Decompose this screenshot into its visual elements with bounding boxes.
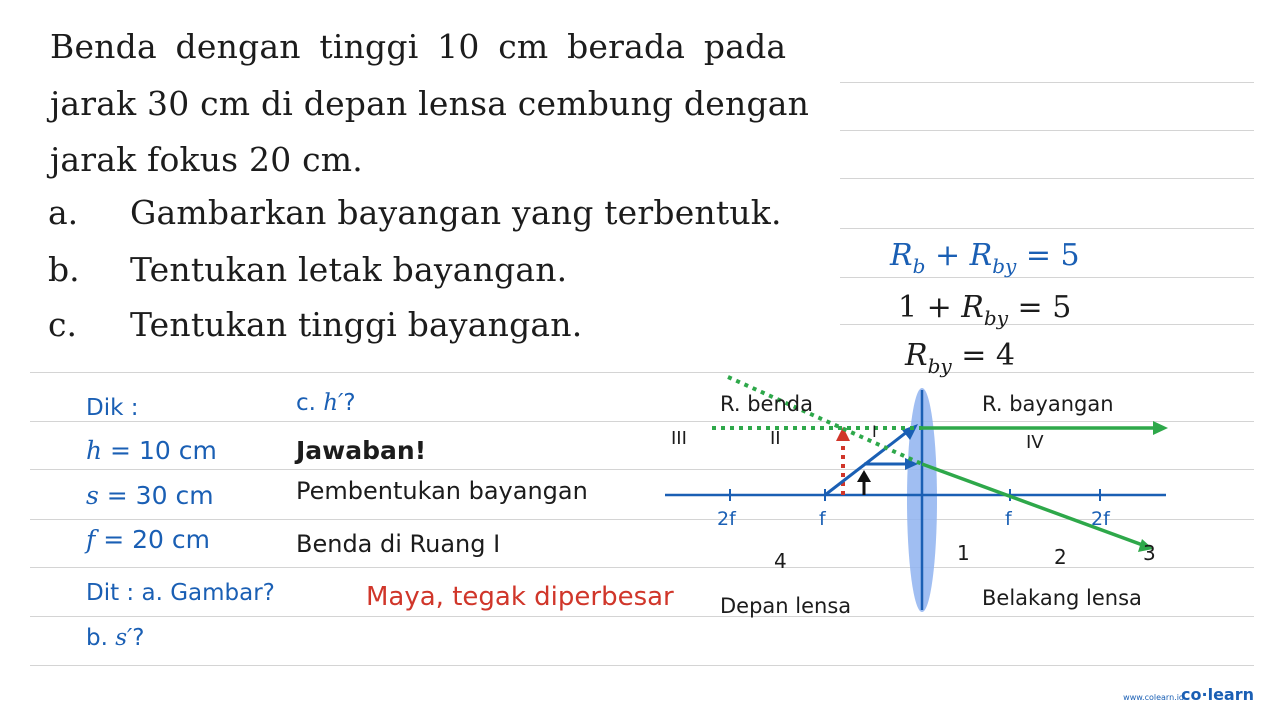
known-title: Dik : [86,395,139,421]
known-f: f = 20 cm [86,525,210,554]
item-a-letter: a. [48,193,79,232]
label-left-f: f [819,508,826,530]
label-roman-1: I [872,422,877,441]
equation-2: $1 + R_{by} = 5$ [898,290,1072,330]
label-space-2: 2 [1054,545,1067,569]
asked-b: b. s′? [86,625,145,651]
question-line-2: jarak 30 cm di depan lensa cembung dengan [50,84,810,123]
label-space-3: 3 [1143,541,1156,565]
answer-result: Maya, tegak diperbesar [366,582,674,612]
equation-1: $R_b + R_{by} = 5$ [890,238,1080,278]
label-left-2f: 2f [717,508,736,530]
label-space-1: 1 [957,541,970,565]
label-roman-2: II [770,428,781,449]
known-s: s = 30 cm [86,481,214,510]
equation-3: $R_{by} = 4$ [905,338,1015,378]
item-b-text: Tentukan letak bayangan. [130,250,568,289]
item-c-letter: c. [48,305,77,344]
label-right-2f: 2f [1091,508,1110,530]
label-back-lens: Belakang lensa [982,586,1142,610]
label-roman-3: III [671,428,687,449]
green-dotted-extension-bottom [728,377,922,464]
answer-line-2: Benda di Ruang I [296,530,501,558]
object-arrow-head [857,470,871,482]
label-front-lens: Depan lensa [720,594,852,618]
answer-heading: Jawaban! [296,436,427,465]
label-r-benda: R. benda [720,392,813,416]
label-r-bayangan: R. bayangan [982,392,1114,416]
green-ray-bottom [922,464,1148,547]
question-line-1: Benda dengan tinggi 10 cm berada pada [50,27,787,66]
question-line-3: jarak fokus 20 cm. [50,140,363,179]
label-space-4: 4 [774,549,787,573]
item-b-letter: b. [48,250,80,289]
label-right-f: f [1005,508,1012,530]
brand-url: www.colearn.id [1123,693,1184,702]
item-c-text: Tentukan tinggi bayangan. [130,305,583,344]
asked-c: c. h′? [296,390,356,416]
answer-line-1: Pembentukan bayangan [296,477,588,505]
item-a-text: Gambarkan bayangan yang terbentuk. [130,193,782,232]
brand-logo: co·learn [1181,685,1254,704]
known-h: h = 10 cm [86,436,217,465]
asked-a: Dit : a. Gambar? [86,580,275,606]
label-roman-4: IV [1026,432,1044,453]
